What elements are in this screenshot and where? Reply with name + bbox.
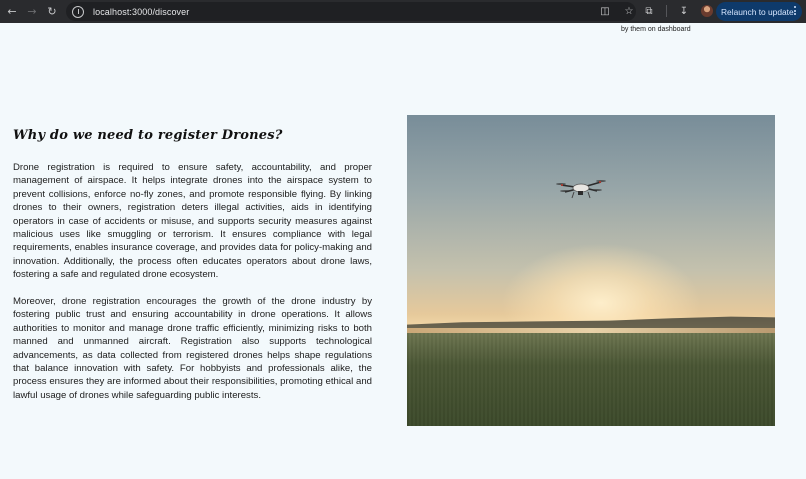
paragraph-2: Moreover, drone registration encourages the growth of the drone industry by fostering public trust and ensuring accountability in drone operations. It allows authorities to monitor and manage drone traffic efficiently, minimizing risks to both manned and unmanned aircraft. Registration also supports technological advancements, as data collected from registered drones helps shape regulations that balance innovation with safety. For hobbyists and professionals alike, the process ensures they are informed about their responsibilities, promoting ethical and lawful usage of drones while safeguarding public interests. (13, 296, 372, 401)
star-icon[interactable]: ☆ (624, 5, 634, 17)
reload-icon[interactable]: ↻ (47, 4, 57, 18)
address-bar[interactable] (66, 2, 636, 21)
extensions-icon[interactable]: ⧉ (645, 5, 653, 17)
toolbar-divider (666, 5, 667, 17)
paragraph-1: Drone registration is required to ensure safety, accountability, and proper management of airspace. It helps integrate drones into the airspace system to prevent collisions, enforce no-fly zones, and promote responsible flying. By linking drones to their owners, registration deters illegal activities, aids in identifying operators in case of accidents or misuse, and supports security measures against malicious uses like smuggling or terrorism. It ensures compliance with legal requirements, enables insurance coverage, and provides data for policy-making and innovation. Additionally, the process often educates operators about drone laws, fostering a safe and regulated drone ecosystem. (13, 162, 372, 281)
browser-toolbar (0, 0, 806, 23)
toolbar-icons (598, 4, 636, 18)
forward-icon[interactable]: → (27, 4, 37, 18)
avatar[interactable] (701, 5, 713, 17)
drone-icon (555, 173, 607, 203)
download-icon[interactable]: ↧ (679, 5, 689, 17)
info-icon[interactable] (72, 6, 84, 18)
grass-field (407, 333, 775, 426)
drone-photo (407, 115, 775, 426)
section-title: Why do we need to register Drones? (13, 128, 283, 143)
screen-share-icon[interactable]: ◫ (600, 5, 610, 17)
toolbar-icons-right (642, 4, 713, 18)
top-caption: by them on dashboard (621, 26, 691, 33)
back-icon[interactable]: ← (7, 4, 17, 18)
relaunch-button[interactable] (716, 2, 802, 21)
relaunch-label: Relaunch to update (721, 6, 794, 17)
menu-dots-icon[interactable] (794, 6, 796, 16)
url-text[interactable]: localhost:3000/discover (93, 6, 190, 17)
